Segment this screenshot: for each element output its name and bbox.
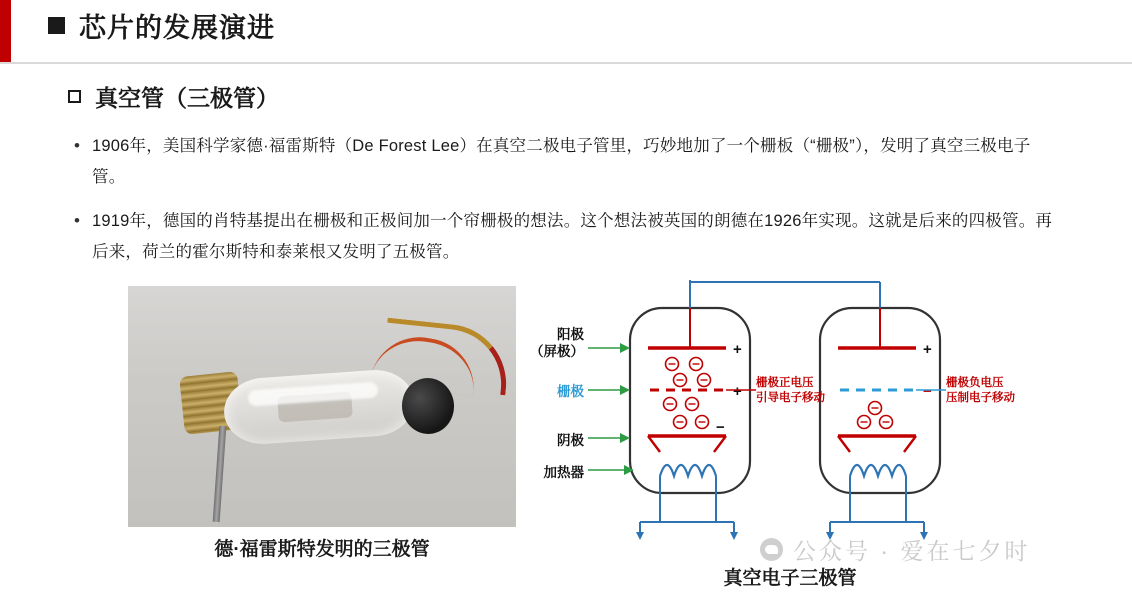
slide-subtitle [68, 80, 279, 113]
bullet-marker: • [74, 211, 80, 230]
label-leaders [588, 343, 634, 475]
left-heater-coil [660, 465, 716, 476]
watermark [760, 533, 1030, 566]
left-grid-sign: + [733, 383, 742, 400]
header-divider [0, 62, 1132, 64]
title-accent-bar [0, 0, 11, 62]
title-bullet-square-icon [48, 17, 65, 34]
subtitle-text: 真空管（三极管） [95, 85, 279, 111]
photo-metal-stem [213, 426, 227, 522]
watermark-text: 公众号 · 爱在七夕时 [793, 538, 1031, 564]
right-electrons [858, 402, 893, 429]
right-tube-note: 栅极负电压 压制电子移动 [946, 377, 1015, 404]
slide-title [48, 6, 275, 45]
label-cathode: 阴极 [557, 433, 584, 448]
bullet-list [70, 131, 1055, 281]
bullet-marker: • [74, 136, 80, 155]
left-anode-sign: + [733, 341, 742, 358]
right-heater-coil [850, 465, 906, 476]
right-grid-sign: − [923, 383, 932, 400]
subtitle-square-outline-icon [68, 90, 81, 103]
left-electrons [664, 358, 711, 429]
label-grid: 栅极 [557, 384, 584, 399]
left-tube-note: 栅极正电压 引导电子移动 [756, 377, 825, 404]
left-heater-arrow-2 [730, 532, 738, 540]
label-heater: 加热器 [543, 465, 584, 480]
triode-photo [128, 286, 516, 527]
diagram-caption: 真空电子三极管 [723, 568, 857, 589]
list-item [70, 206, 1055, 268]
bullet-text: 1919年，德国的肖特基提出在栅极和正极间加一个帘栅极的想法。这个想法被英国的朗德在1926年实现。这就是后来的四极管。再后来，荷兰的霍尔斯特和泰莱根又发明了五极管。 [92, 212, 1053, 261]
photo-caption: 德·福雷斯特发明的三极管 [214, 539, 430, 560]
right-cathode-legs [838, 436, 916, 452]
right-anode-sign: + [923, 341, 932, 358]
left-cathode-legs [648, 436, 726, 452]
left-cathode-sign: − [716, 419, 725, 436]
bullet-text: 1906年，美国科学家德·福雷斯特（De Forest Lee）在真空二极电子管里，巧妙地加了一个栅板（“栅极”），发明了真空三极电子管。 [92, 137, 1031, 186]
right-heater-drops [830, 522, 924, 532]
label-anode: 阳极 （屏极） [530, 327, 584, 359]
photo-image [128, 286, 516, 527]
wechat-icon [760, 538, 783, 561]
list-item [70, 131, 1055, 193]
title-text: 芯片的发展演进 [79, 13, 275, 43]
left-heater-drops [640, 522, 734, 532]
left-heater-arrow-1 [636, 532, 644, 540]
